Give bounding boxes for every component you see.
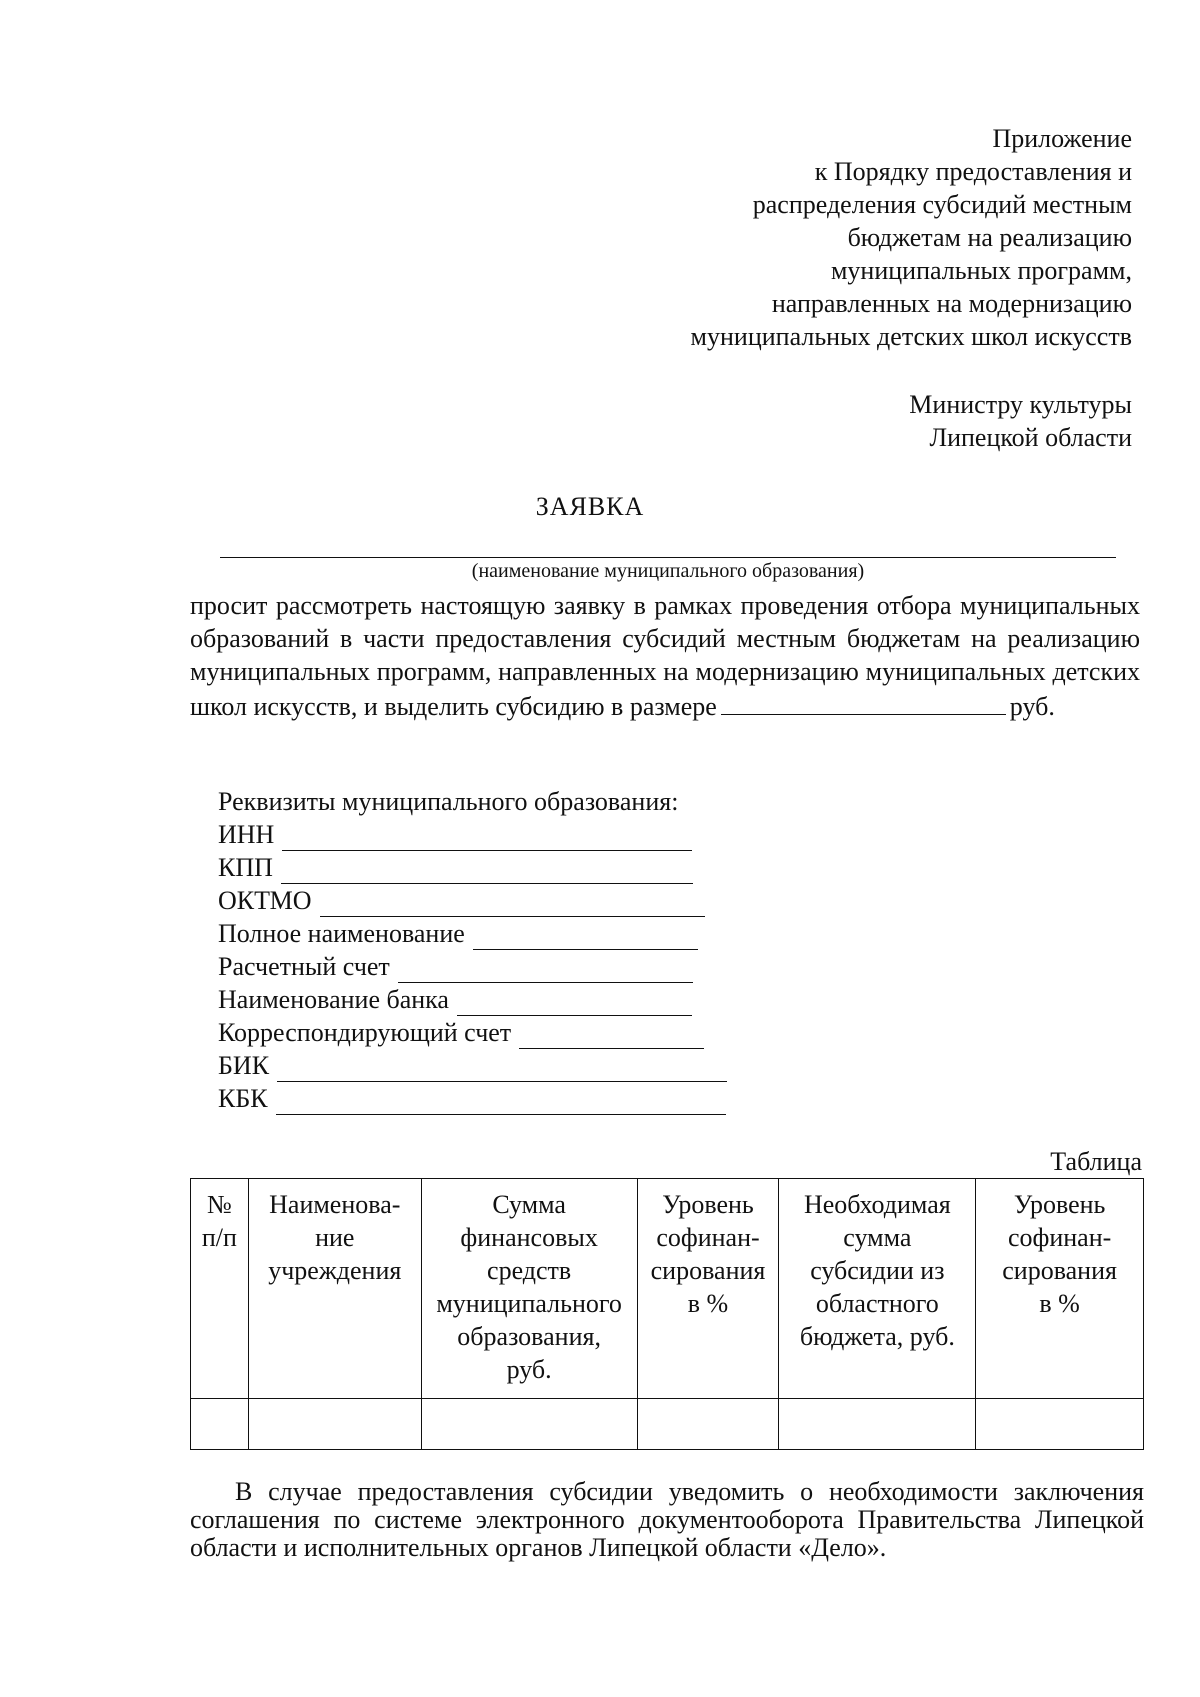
requisite-oktmo-blank[interactable]	[320, 892, 705, 917]
requisite-account	[218, 950, 727, 983]
table-cell[interactable]	[637, 1399, 779, 1450]
requisite-label: Корреспондирующий счет	[218, 1018, 512, 1047]
requisite-inn-blank[interactable]	[282, 826, 692, 851]
notice-paragraph: В случае предоставления субсидии уведомить о необходимости заключения соглашения по системе электронного документооборота Правительства Липецкой области и исполнительных органов Липецкой области «Дело».	[190, 1477, 1144, 1562]
appendix-line: распределения субсидий местным	[752, 190, 1132, 219]
requisite-full-name	[218, 917, 727, 950]
requisite-label: Полное наименование	[218, 919, 465, 948]
requisite-label: БИК	[218, 1051, 270, 1080]
requisite-bik-blank[interactable]	[277, 1057, 727, 1082]
column-header-institution: Наименова- ние учреждения	[248, 1179, 421, 1399]
requisite-full-name-blank[interactable]	[473, 925, 698, 950]
request-currency: руб.	[1009, 692, 1055, 721]
table-row	[191, 1399, 1144, 1450]
municipality-name-blank[interactable]	[220, 557, 1116, 558]
column-header-cofinancing-level: Уровень софинан- сирования в %	[637, 1179, 779, 1399]
requisite-kpp	[218, 851, 727, 884]
table-cell[interactable]	[248, 1399, 421, 1450]
appendix-line: муниципальных программ,	[830, 256, 1132, 285]
addressee-line: Министру культуры	[909, 390, 1132, 419]
addressee-block	[732, 388, 1132, 454]
requisites-block	[218, 785, 727, 1115]
appendix-line: бюджетам на реализацию	[847, 223, 1132, 252]
appendix-line: муниципальных детских школ искусств	[690, 322, 1132, 351]
requisite-label: ОКТМО	[218, 886, 312, 915]
table-cell[interactable]	[779, 1399, 976, 1450]
addressee-line: Липецкой области	[929, 423, 1132, 452]
appendix-line: направленных на модернизацию	[771, 289, 1132, 318]
requisite-kbk	[218, 1082, 727, 1115]
requisite-bank-name	[218, 983, 727, 1016]
request-paragraph	[190, 589, 1140, 723]
table-cell[interactable]	[191, 1399, 249, 1450]
request-text: просит рассмотреть настоящую заявку в рамках проведения отбора муниципальных образований в части предоставления субсидий местным бюджетам на реализацию муниципальных программ, направленных на модернизацию муниципальных детских школ искусств, и выделить субсидию в размере	[190, 591, 1140, 721]
subsidy-amount-blank[interactable]	[721, 688, 1006, 715]
table-cell[interactable]	[976, 1399, 1144, 1450]
requisite-label: КПП	[218, 853, 273, 882]
appendix-line: к Порядку предоставления и	[814, 157, 1132, 186]
table-cell[interactable]	[421, 1399, 637, 1450]
requisites-heading: Реквизиты муниципального образования:	[218, 787, 679, 816]
table-header-row	[191, 1179, 1144, 1399]
table-caption: Таблица	[1050, 1147, 1142, 1176]
requisite-label: ИНН	[218, 820, 275, 849]
requisite-bik	[218, 1049, 727, 1082]
requisite-kbk-blank[interactable]	[276, 1090, 726, 1115]
requisite-inn	[218, 818, 727, 851]
column-header-municipal-funds: Сумма финансовых средств муниципального образования, руб.	[421, 1179, 637, 1399]
subsidy-table	[190, 1178, 1144, 1450]
column-header-required-subsidy: Необходимая сумма субсидии из областного бюджета, руб.	[779, 1179, 976, 1399]
appendix-header	[572, 122, 1132, 353]
municipality-name-caption: (наименование муниципального образования)	[471, 560, 865, 582]
requisite-bank-name-blank[interactable]	[457, 991, 692, 1016]
requisite-oktmo	[218, 884, 727, 917]
column-header-cofinancing-level-2: Уровень софинан- сирования в %	[976, 1179, 1144, 1399]
requisite-account-blank[interactable]	[398, 958, 693, 983]
requisite-corr-account-blank[interactable]	[519, 1024, 704, 1049]
requisite-label: Наименование банка	[218, 985, 449, 1014]
requisite-kpp-blank[interactable]	[281, 859, 693, 884]
requisite-corr-account	[218, 1016, 727, 1049]
requisite-label: Расчетный счет	[218, 952, 390, 981]
appendix-line: Приложение	[992, 124, 1132, 153]
document-title: ЗАЯВКА	[535, 492, 645, 521]
requisite-label: КБК	[218, 1084, 268, 1113]
column-header-number: № п/п	[191, 1179, 249, 1399]
